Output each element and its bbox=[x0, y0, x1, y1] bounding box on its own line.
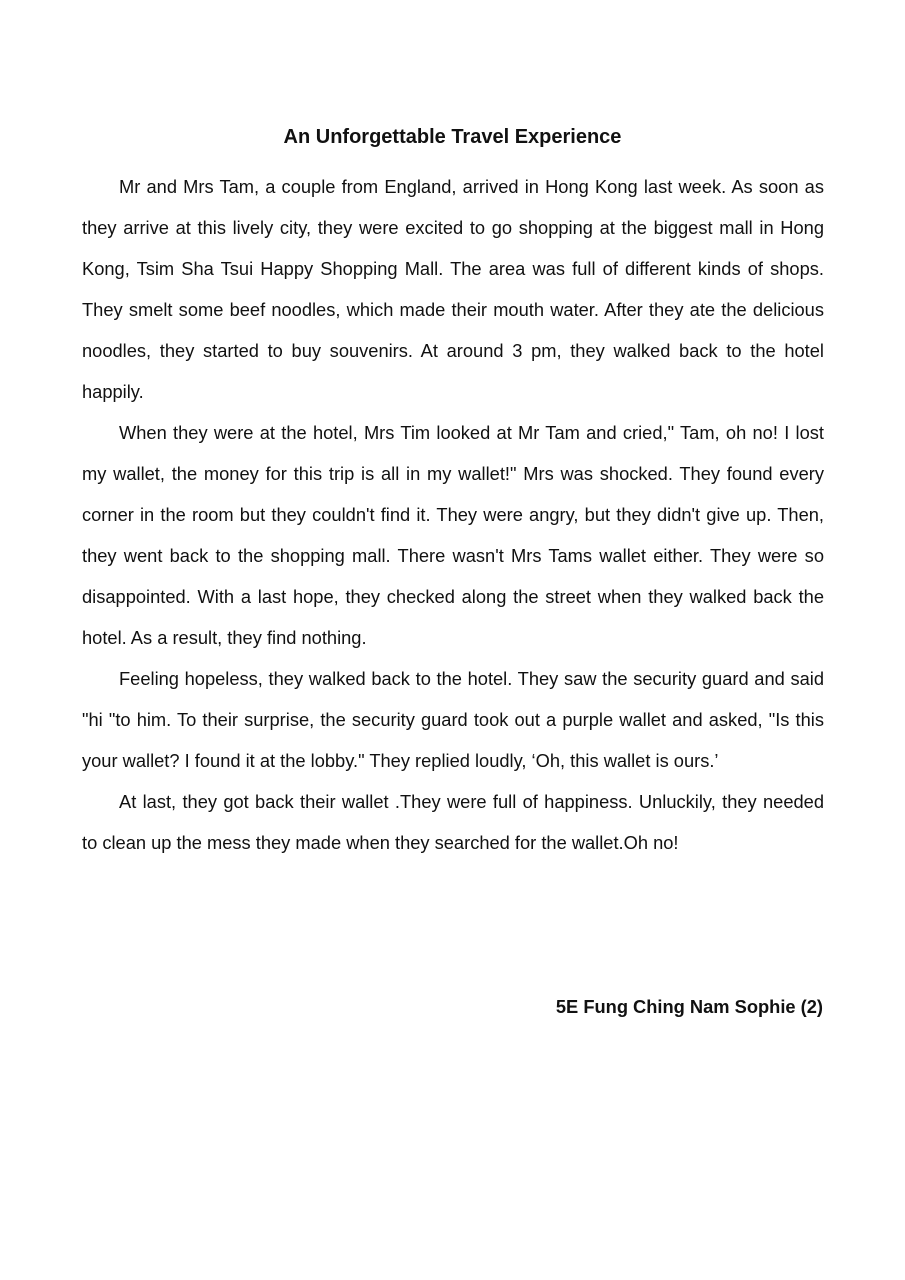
document-title: An Unforgettable Travel Experience bbox=[283, 126, 622, 148]
paragraph-4: At last, they got back their wallet .They were full of happiness. Unluckily, they needed to clean up the mess they made when they searched for the wallet.Oh no! bbox=[82, 791, 824, 853]
paragraph-1: Mr and Mrs Tam, a couple from England, arrived in Hong Kong last week. As soon as they arrive at this lively city, they were excited to go shopping at the biggest mall in Hong Kong, Tsim Sha Tsui Happy Shopping Mall. The area was full of different kinds of shops. They smelt some beef noodles, which made their mouth water. After they ate the delicious noodles, they started to buy souvenirs. At around 3 pm, they walked back to the hotel happily. bbox=[82, 176, 824, 402]
paragraph-3: Feeling hopeless, they walked back to the hotel. They saw the security guard and said "hi "to him. To their surprise, the security guard took out a purple wallet and asked, "Is this your wallet? I found it at the lobby." They replied loudly, ‘Oh, this wallet is ours.’ bbox=[82, 668, 824, 771]
essay-body bbox=[82, 166, 824, 863]
paragraph-2: When they were at the hotel, Mrs Tim looked at Mr Tam and cried," Tam, oh no! I lost my wallet, the money for this trip is all in my wallet!" Mrs was shocked. They found every corner in the room but they couldn't find it. They were angry, but they didn't give up. Then, they went back to the shopping mall. There wasn't Mrs Tams wallet either. They were so disappointed. With a last hope, they checked along the street when they walked back the hotel. As a result, they find nothing. bbox=[82, 422, 824, 648]
author-signature: 5E Fung Ching Nam Sophie (2) bbox=[555, 996, 823, 1017]
